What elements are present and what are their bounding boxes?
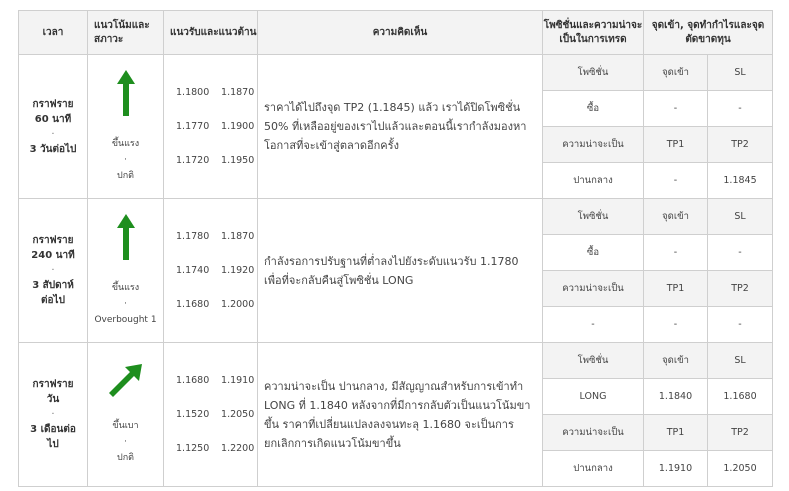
position-value: LONG [543, 379, 644, 415]
tp1-value: 1.1910 [644, 451, 708, 487]
comment-cell: กำลังรอการปรับฐานที่ต่ำลงไปยังระดับแนวรับ 1.1780 เพื่อที่จะกลับคืนสู่โพซิชั่น LONG [258, 199, 543, 343]
support-level: 1.1250 [176, 442, 210, 454]
level-pair [176, 288, 257, 322]
trend-condition: ปกติ [116, 452, 134, 463]
trend-strength: ขึ้นเบา [112, 420, 139, 431]
period-cell [19, 199, 88, 343]
level-pair [176, 76, 257, 110]
support-resistance-cell [164, 199, 258, 343]
resistance-level: 1.1870 [221, 230, 255, 242]
period-line: วัน [46, 394, 60, 405]
support-resistance-cell [164, 343, 258, 487]
trend-strength: ขึ้นแรง [111, 282, 140, 293]
tp1-value: - [644, 163, 708, 199]
support-level: 1.1720 [176, 154, 210, 166]
trend-cell [88, 199, 164, 343]
tp2-label: TP2 [708, 271, 773, 307]
period-line: 3 สัปดาห์ [32, 280, 74, 291]
trend-separator: · [124, 298, 127, 309]
level-pair [176, 398, 257, 432]
trend-cell [88, 55, 164, 199]
sl-label: SL [708, 199, 773, 235]
trend-cell [88, 343, 164, 487]
trend-strength: ขึ้นแรง [111, 138, 140, 149]
forecast-table [18, 10, 773, 487]
period-cell [19, 55, 88, 199]
resistance-level: 1.1900 [221, 120, 255, 132]
sl-label: SL [708, 343, 773, 379]
position-value: ซื้อ [543, 235, 644, 271]
table-row [19, 55, 773, 91]
sl-label: SL [708, 55, 773, 91]
period-line: กราฟราย [32, 98, 74, 110]
tp1-label: TP1 [644, 271, 708, 307]
resistance-level: 1.2000 [221, 298, 255, 310]
period-line: ไป [47, 439, 59, 450]
level-pair [176, 110, 257, 144]
trend-separator: · [124, 154, 127, 165]
probability-label: ความน่าจะเป็น [543, 271, 644, 307]
tp2-value: - [708, 307, 773, 343]
table-row [19, 199, 773, 235]
period-line: 3 เดือนต่อ [30, 424, 76, 435]
probability-value: - [543, 307, 644, 343]
tp2-value: 1.2050 [708, 451, 773, 487]
resistance-level: 1.1910 [221, 374, 255, 386]
support-level: 1.1740 [176, 264, 210, 276]
probability-value: ปานกลาง [543, 163, 644, 199]
table-row [19, 343, 773, 379]
comment-cell: ราคาได้ไปถึงจุด TP2 (1.1845) แล้ว เราได้ปิดโพซิชั่น 50% ที่เหลืออยู่ของเราไปแล้วและตอนนี้เรากำลังมองหาโอกาสที่จะเข้าสู่ตลาดอีกครั้ง [258, 55, 543, 199]
trend-condition: ปกติ [116, 170, 134, 181]
trend-condition: Overbought 1 [94, 314, 157, 325]
header-position: โพซิชั่นและความน่าจะเป็นในการเทรด [543, 11, 644, 55]
support-level: 1.1780 [176, 230, 210, 242]
header-levels: จุดเข้า, จุดทำกำไรและจุดตัดขาดทุน [644, 11, 773, 55]
resistance-level: 1.2050 [221, 408, 255, 420]
probability-value: ปานกลาง [543, 451, 644, 487]
tp2-value: 1.1845 [708, 163, 773, 199]
position-label: โพซิชั่น [543, 343, 644, 379]
period-separator: · [51, 265, 55, 276]
position-label: โพซิชั่น [543, 55, 644, 91]
position-value: ซื้อ [543, 91, 644, 127]
stop-loss-value: - [708, 235, 773, 271]
tp2-label: TP2 [708, 415, 773, 451]
header-time: เวลา [19, 11, 88, 55]
tp1-value: - [644, 307, 708, 343]
resistance-level: 1.1920 [221, 264, 255, 276]
period-line: ต่อไป [41, 295, 65, 306]
probability-label: ความน่าจะเป็น [543, 415, 644, 451]
arrow-up-icon [88, 70, 163, 122]
tp1-label: TP1 [644, 127, 708, 163]
arrow-up-right-icon [88, 364, 163, 404]
tp1-label: TP1 [644, 415, 708, 451]
resistance-level: 1.2200 [221, 442, 255, 454]
position-label: โพซิชั่น [543, 199, 644, 235]
header-support-resistance: แนวรับและแนวต้าน [164, 11, 258, 55]
stop-loss-value: 1.1680 [708, 379, 773, 415]
tp2-label: TP2 [708, 127, 773, 163]
period-line: กราฟราย [32, 379, 74, 390]
support-level: 1.1800 [176, 86, 210, 98]
level-pair [176, 364, 257, 398]
probability-label: ความน่าจะเป็น [543, 127, 644, 163]
period-separator: · [51, 409, 55, 420]
support-level: 1.1680 [176, 374, 210, 386]
entry-value: - [644, 91, 708, 127]
resistance-level: 1.1870 [221, 86, 255, 98]
support-level: 1.1520 [176, 408, 210, 420]
period-separator: · [51, 128, 55, 140]
trend-separator: · [124, 436, 127, 447]
support-level: 1.1770 [176, 120, 210, 132]
entry-value: - [644, 235, 708, 271]
period-cell [19, 343, 88, 487]
level-pair [176, 144, 257, 178]
support-level: 1.1680 [176, 298, 210, 310]
resistance-level: 1.1950 [221, 154, 255, 166]
header-row [19, 11, 773, 55]
period-line: กราฟราย [32, 235, 74, 246]
entry-label: จุดเข้า [644, 199, 708, 235]
entry-value: 1.1840 [644, 379, 708, 415]
entry-label: จุดเข้า [644, 343, 708, 379]
period-line: 3 วันต่อไป [29, 143, 77, 155]
stop-loss-value: - [708, 91, 773, 127]
header-comment: ความคิดเห็น [258, 11, 543, 55]
comment-cell: ความน่าจะเป็น ปานกลาง, มีสัญญาณสำหรับการเข้าทำ LONG ที่ 1.1840 หลังจากที่มีการกลับตัวเป็นแนวโน้มขาขึ้น ราคาที่เปลี่ยนแปลงลงจนทะลุ 1.1680 จะเป็นการยกเลิกการเกิดแนวโน้มขาขึ้น [258, 343, 543, 487]
level-pair [176, 220, 257, 254]
arrow-up-icon [88, 214, 163, 266]
period-line: 240 นาที [31, 250, 75, 261]
entry-label: จุดเข้า [644, 55, 708, 91]
level-pair [176, 254, 257, 288]
period-line: 60 นาที [34, 113, 72, 125]
level-pair [176, 432, 257, 466]
support-resistance-cell [164, 55, 258, 199]
header-trend: แนวโน้มและสภาวะ [88, 11, 164, 55]
